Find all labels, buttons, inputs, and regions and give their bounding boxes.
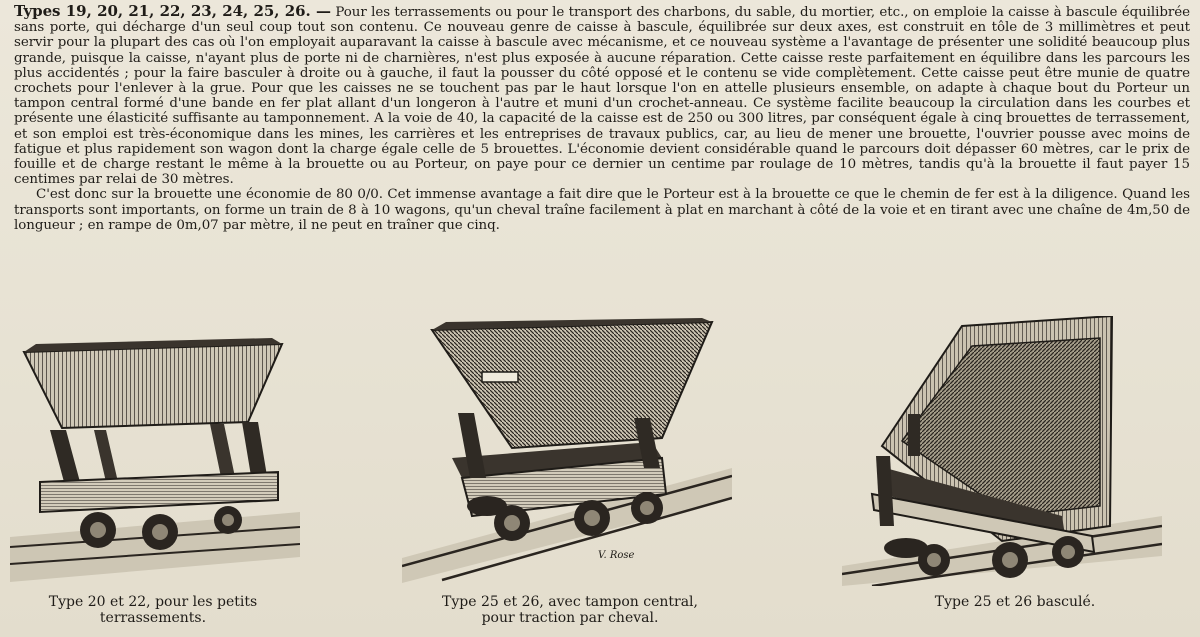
caption-2-line-2: pour traction par cheval. bbox=[481, 610, 659, 626]
types-heading: Types 19, 20, 21, 22, 23, 24, 25, 26. — bbox=[14, 2, 331, 20]
figure-type-20-22 bbox=[10, 332, 300, 582]
caption-figure-3 bbox=[900, 594, 1130, 610]
paragraph-1 bbox=[14, 4, 1190, 187]
wagon-illustration-3 bbox=[842, 316, 1162, 586]
article-text bbox=[14, 4, 1190, 233]
caption-1-line-1: Type 20 et 22, pour les petits bbox=[48, 594, 258, 610]
paragraph-2: C'est donc sur la brouette une économie de 80 0/0. Cet immense avantage a fait dire que le Porteur est à la brouette ce que le chemin de fer est à la diligence. Quand les transports sont importants, on forme un train de 8 à 10 wagons, qu'un cheval traîne facilement à plat en marchant à côté de la voie et en tirant avec une chaîne de 4m,50 de longueur ; en rampe de 0m,07 par mètre, il ne peut en traîner que cinq. bbox=[14, 187, 1190, 233]
caption-3-line-1: Type 25 et 26 basculé. bbox=[934, 594, 1096, 610]
caption-figure-2 bbox=[410, 594, 730, 626]
caption-2-line-1: Type 25 et 26, avec tampon central, bbox=[442, 594, 698, 610]
caption-figure-1 bbox=[18, 594, 288, 626]
figure-type-25-26-tipped bbox=[842, 316, 1162, 586]
figure-type-25-26 bbox=[402, 318, 732, 583]
wagon-illustration-1 bbox=[10, 332, 300, 582]
caption-1-line-2: terrassements. bbox=[99, 610, 207, 626]
paragraph-1-body: Pour les terrassements ou pour le transport des charbons, du sable, du mortier, etc., on emploie la caisse à bascule équilibrée sans porte, qui décharge d'un seul coup tout son contenu. Ce nouveau genre de caisse à bascule, équilibrée sur deux axes, est construit en tôle de 3 millimètres et peut servir pour la plupart des cas où l'on employait auparavant la caisse à bascule avec mécanisme, et ce nouveau système a l'avantage de présenter une solidité beaucoup plus grande, puisque la caisse, n'ayant plus de porte ni de charnières, n'est plus exposée à aucune réparation. Cette caisse reste parfaitement en équilibre dans les parcours les plus accidentés ; pour la faire basculer à droite ou à gauche, il faut la pousser du côté opposé et le contenu se vide complètement. Cette caisse peut être munie de quatre crochets pour l'enlever à la grue. Pour que les caisses ne se touchent pas par le haut lorsque l'on en attelle plusieurs ensemble, on adapte à chaque bout du Porteur un tampon central formé d'une bande en fer plat allant d'un longeron à l'autre et muni d'un crochet-anneau. Ce système facilite beaucoup la circulation dans les courbes et présente une élasticité suffisante au tamponnement. A la voie de 40, la capacité de la caisse est de 250 ou 300 litres, par conséquent égale à cinq brouettes de terrassement, et son emploi est très-économique dans les mines, les carrières et les entreprises de travaux publics, car, au lieu de mener une brouette, l'ouvrier pousse avec moins de fatigue et plus rapidement son wagon dont la charge égale celle de 5 brouettes. L'économie devient considérable quand le parcours doit dépasser 60 mètres, car le prix de fouille et de charge restant le même à la brouette ou au Porteur, on paye pour ce dernier un centime par roulage de 10 mètres, tandis qu'à la brouette il faut payer 15 centimes par relai de 30 mètres. bbox=[14, 5, 1190, 188]
engraver-signature: V. Rose bbox=[598, 550, 635, 561]
wagon-illustration-2 bbox=[402, 318, 732, 583]
